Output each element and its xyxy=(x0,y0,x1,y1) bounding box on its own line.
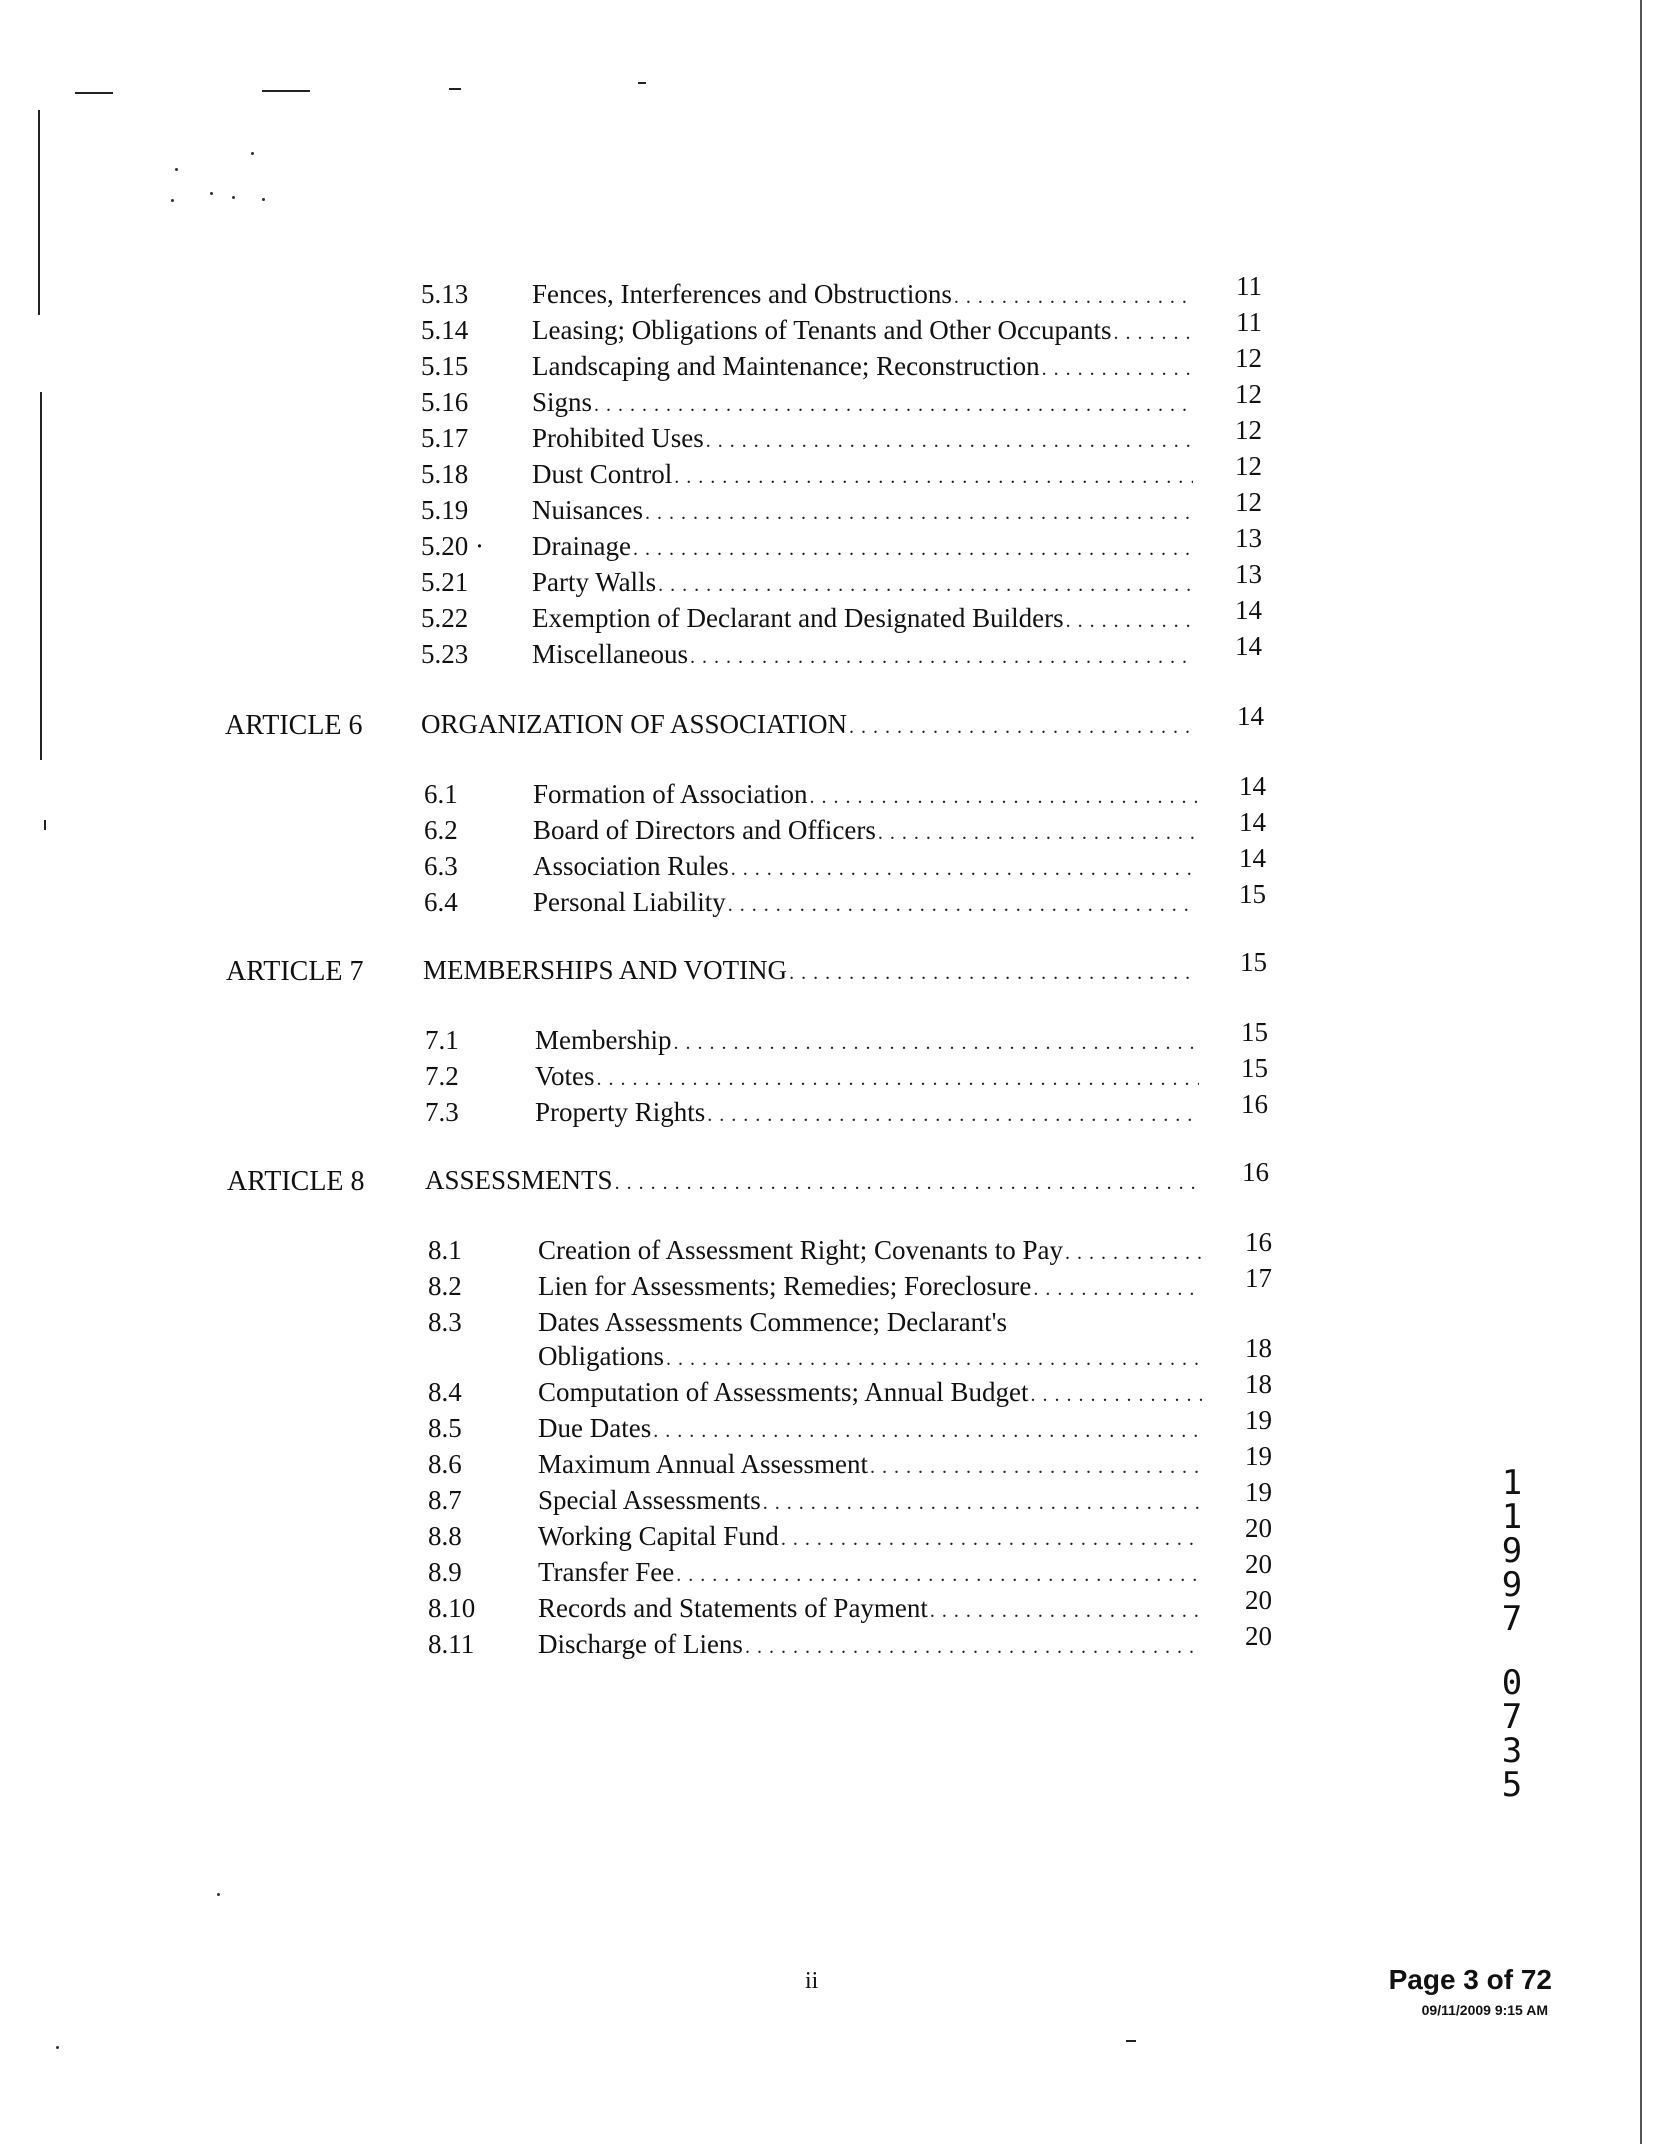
toc-entry xyxy=(0,1513,1664,1554)
toc-entry-page: 12 xyxy=(1235,379,1262,409)
toc-entry xyxy=(0,1369,1664,1410)
toc-entry-number: 7.3 xyxy=(425,1097,459,1127)
toc-entry xyxy=(0,879,1664,920)
toc-entry xyxy=(0,595,1664,636)
toc-entry-page: 18 xyxy=(1245,1369,1272,1399)
toc-entry-page: 14 xyxy=(1237,701,1264,731)
dot-leader xyxy=(849,711,1196,743)
scan-mark xyxy=(638,82,646,84)
dot-leader xyxy=(728,889,1197,921)
toc-entry-page: 14 xyxy=(1239,807,1266,837)
toc-entry-number: 7.1 xyxy=(425,1025,459,1055)
dot-leader xyxy=(674,461,1193,493)
dot-leader xyxy=(1033,1273,1202,1305)
dot-leader xyxy=(594,389,1193,421)
toc-entry-number: 8.1 xyxy=(428,1235,462,1265)
toc-entry-title: ASSESSMENTS xyxy=(425,1165,613,1195)
toc-entry xyxy=(0,631,1664,672)
toc-entry-title: Prohibited Uses xyxy=(532,423,704,453)
toc-entry xyxy=(0,1227,1664,1268)
toc-entry xyxy=(0,1053,1664,1094)
toc-entry-page: 16 xyxy=(1245,1227,1272,1257)
dot-leader xyxy=(615,1167,1200,1199)
toc-entry-title: Working Capital Fund xyxy=(538,1521,779,1551)
page-stamp: Page 3 of 72 xyxy=(1388,1964,1552,1995)
article-7-label: ARTICLE 7 xyxy=(226,956,364,987)
scan-dot xyxy=(171,199,174,202)
toc-entry-title: Miscellaneous xyxy=(532,639,688,669)
toc-entry-title: Leasing; Obligations of Tenants and Other Occupants xyxy=(532,315,1112,345)
dot-leader xyxy=(763,1487,1202,1519)
scan-mark xyxy=(75,92,113,94)
toc-entry-number: 8.8 xyxy=(428,1521,462,1551)
dot-leader xyxy=(1031,1379,1203,1411)
scan-dot xyxy=(210,192,213,195)
side-stamp-digit: 1 xyxy=(1501,1463,1523,1503)
dot-leader xyxy=(878,817,1197,849)
toc-entry-page: 14 xyxy=(1235,631,1262,661)
toc-entry xyxy=(0,1549,1664,1590)
dot-leader xyxy=(690,641,1193,673)
dot-leader xyxy=(673,1027,1199,1059)
toc-entry xyxy=(0,843,1664,884)
toc-entry-title: Property Rights xyxy=(535,1097,706,1127)
side-stamp-number xyxy=(1497,1463,1527,1805)
toc-entry-page: 13 xyxy=(1235,559,1262,589)
dot-leader xyxy=(781,1523,1202,1555)
toc-entry-title: Computation of Assessments; Annual Budget xyxy=(538,1377,1029,1407)
toc-entry-title: Landscaping and Maintenance; Reconstruction xyxy=(532,351,1040,381)
dot-leader xyxy=(745,1631,1202,1663)
scan-dot xyxy=(56,2046,59,2049)
toc-entry-number: 6.4 xyxy=(424,887,458,917)
dot-leader xyxy=(706,425,1193,457)
toc-entry-title: Fences, Interferences and Obstructions xyxy=(532,279,952,309)
scan-dot xyxy=(217,1893,220,1896)
dot-leader xyxy=(1066,605,1193,637)
toc-entry-title: MEMBERSHIPS AND VOTING xyxy=(423,955,788,985)
toc-entry xyxy=(0,1441,1664,1482)
toc-entry-number: 5.19 xyxy=(421,495,469,525)
toc-entry-title: Dates Assessments Commence; Declarant's xyxy=(538,1307,1008,1337)
dot-leader xyxy=(658,569,1193,601)
toc-entry-title: Drainage xyxy=(532,531,631,561)
toc-entry-number: 8.4 xyxy=(428,1377,462,1407)
article-8-label: ARTICLE 8 xyxy=(227,1166,365,1197)
date-stamp: 09/11/2009 9:15 AM xyxy=(1421,2002,1548,2018)
toc-entry xyxy=(0,523,1664,564)
toc-entry-number: 8.9 xyxy=(428,1557,462,1587)
toc-entry-page: 20 xyxy=(1245,1549,1272,1579)
toc-entry xyxy=(0,307,1664,348)
toc-entry-title: Dust Control xyxy=(532,459,673,489)
dot-leader xyxy=(666,1343,1202,1375)
toc-entry-title: Creation of Assessment Right; Covenants to Pay xyxy=(538,1235,1063,1265)
toc-entry-title-line2: Obligations xyxy=(538,1341,664,1371)
toc-entry-page: 19 xyxy=(1245,1477,1272,1507)
toc-entry-number: 8.7 xyxy=(428,1485,462,1515)
toc-entry xyxy=(0,487,1664,528)
toc-entry-number: 6.1 xyxy=(424,779,458,809)
side-stamp-digit: 0 xyxy=(1501,1663,1523,1703)
toc-entry-page: 19 xyxy=(1245,1405,1272,1435)
toc-entry-page: 20 xyxy=(1245,1621,1272,1651)
side-stamp-digit: 5 xyxy=(1501,1765,1523,1805)
toc-entry-title: Personal Liability xyxy=(533,887,726,917)
toc-entry xyxy=(0,379,1664,420)
side-stamp-digit: 9 xyxy=(1501,1531,1523,1571)
scan-dot xyxy=(251,152,254,155)
dot-leader xyxy=(930,1595,1202,1627)
toc-entry-title: ORGANIZATION OF ASSOCIATION xyxy=(421,709,848,739)
side-stamp-digit: 1 xyxy=(1501,1497,1523,1537)
toc-entry-page: 20 xyxy=(1245,1513,1272,1543)
side-stamp-digit: 7 xyxy=(1501,1599,1523,1639)
toc-entry-number: 5.23 xyxy=(421,639,469,669)
toc-entry-title: Transfer Fee xyxy=(538,1557,675,1587)
scan-dot xyxy=(175,168,178,171)
toc-entry-page: 11 xyxy=(1236,271,1262,301)
toc-entry xyxy=(0,1405,1664,1446)
toc-entry-number: 5.17 xyxy=(421,423,469,453)
toc-entry-title: Special Assessments xyxy=(538,1485,761,1515)
toc-entry-number: 5.16 xyxy=(421,387,469,417)
toc-entry xyxy=(0,559,1664,600)
toc-entry-title: Maximum Annual Assessment xyxy=(538,1449,868,1479)
dot-leader xyxy=(645,497,1193,529)
toc-entry-number: 8.6 xyxy=(428,1449,462,1479)
toc-entry-page: 13 xyxy=(1235,523,1262,553)
dot-leader xyxy=(676,1559,1202,1591)
toc-entry xyxy=(0,451,1664,492)
dot-leader xyxy=(731,853,1197,885)
dot-leader xyxy=(1042,353,1193,385)
toc-entry-title: Exemption of Declarant and Designated Builders xyxy=(532,603,1064,633)
toc-entry-number: 5.13 xyxy=(421,279,469,309)
toc-entry-page: 11 xyxy=(1236,307,1262,337)
article-6-label: ARTICLE 6 xyxy=(225,710,363,741)
toc-entry xyxy=(0,1089,1664,1130)
roman-page-number: ii xyxy=(805,1968,819,1994)
toc-entry-title: Board of Directors and Officers xyxy=(533,815,876,845)
toc-entry-page: 12 xyxy=(1235,415,1262,445)
toc-entry-number: 5.15 xyxy=(421,351,469,381)
toc-entry xyxy=(0,271,1664,312)
dot-leader xyxy=(870,1451,1202,1483)
toc-entry-page: 17 xyxy=(1245,1263,1272,1293)
toc-entry xyxy=(0,1263,1664,1304)
toc-entry xyxy=(0,807,1664,848)
toc-entry-number: 6.2 xyxy=(424,815,458,845)
toc-entry xyxy=(0,771,1664,812)
toc-entry-number: 8.2 xyxy=(428,1271,462,1301)
side-stamp-digit: 7 xyxy=(1501,1697,1523,1737)
toc-entry-title: Discharge of Liens xyxy=(538,1629,743,1659)
toc-entry-number: 5.20 · xyxy=(421,531,484,561)
toc-entry-page: 20 xyxy=(1245,1585,1272,1615)
toc-entry-title: Due Dates xyxy=(538,1413,652,1443)
toc-entry-page: 16 xyxy=(1242,1157,1269,1187)
toc-entry-page: 12 xyxy=(1235,343,1262,373)
scan-dot xyxy=(232,196,235,199)
toc-entry-number: 8.11 xyxy=(428,1629,475,1659)
toc-entry-title: Records and Statements of Payment xyxy=(538,1593,928,1623)
toc-entry-number: 7.2 xyxy=(425,1061,459,1091)
toc-entry xyxy=(0,415,1664,456)
scan-mark xyxy=(1126,2040,1136,2042)
toc-entry-page: 12 xyxy=(1235,451,1262,481)
toc-entry-page: 14 xyxy=(1239,843,1266,873)
toc-entry xyxy=(0,1477,1664,1518)
scan-mark xyxy=(262,90,310,92)
toc-entry xyxy=(0,1621,1664,1662)
toc-entry-continuation xyxy=(0,1333,1664,1374)
dot-leader xyxy=(707,1099,1199,1131)
dot-leader xyxy=(809,781,1197,813)
toc-entry xyxy=(0,1017,1664,1058)
side-stamp-digit: 3 xyxy=(1501,1731,1523,1771)
toc-entry-page: 12 xyxy=(1235,487,1262,517)
scan-mark xyxy=(449,88,461,90)
toc-entry-title: Signs xyxy=(532,387,593,417)
scan-dot xyxy=(262,198,265,201)
toc-entry-number: 5.14 xyxy=(421,315,469,345)
toc-entry-number: 5.21 xyxy=(421,567,469,597)
toc-entry-page: 15 xyxy=(1240,947,1267,977)
toc-entry-page: 18 xyxy=(1245,1333,1272,1363)
toc-entry-title: Membership xyxy=(535,1025,672,1055)
toc-entry-page: 14 xyxy=(1235,595,1262,625)
toc-entry-number: 6.3 xyxy=(424,851,458,881)
toc-entry-number: 8.3 xyxy=(428,1307,462,1337)
toc-entry-number: 5.22 xyxy=(421,603,469,633)
toc-entry xyxy=(0,1306,1664,1340)
dot-leader xyxy=(789,957,1198,989)
toc-entry xyxy=(0,343,1664,384)
toc-entry xyxy=(0,1585,1664,1626)
toc-entry-page: 15 xyxy=(1239,879,1266,909)
dot-leader xyxy=(1065,1237,1202,1269)
toc-entry-title: Votes xyxy=(535,1061,595,1091)
toc-entry-number: 8.5 xyxy=(428,1413,462,1443)
dot-leader xyxy=(597,1063,1199,1095)
toc-entry-title: Lien for Assessments; Remedies; Foreclosure xyxy=(538,1271,1032,1301)
dot-leader xyxy=(1113,317,1193,349)
toc-entry-number: 5.18 xyxy=(421,459,469,489)
toc-entry-title: Association Rules xyxy=(533,851,729,881)
toc-entry-title: Nuisances xyxy=(532,495,643,525)
side-stamp-digit: 9 xyxy=(1501,1565,1523,1605)
dot-leader xyxy=(954,281,1193,313)
toc-entry-title: Party Walls xyxy=(532,567,657,597)
toc-entry-page: 16 xyxy=(1241,1089,1268,1119)
toc-entry-number: 8.10 xyxy=(428,1593,476,1623)
toc-entry-page: 15 xyxy=(1241,1053,1268,1083)
toc-entry-page: 14 xyxy=(1239,771,1266,801)
toc-entry-page: 19 xyxy=(1245,1441,1272,1471)
dot-leader xyxy=(633,533,1193,565)
dot-leader xyxy=(653,1415,1202,1447)
toc-entry-title: Formation of Association xyxy=(533,779,808,809)
toc-entry-page: 15 xyxy=(1241,1017,1268,1047)
